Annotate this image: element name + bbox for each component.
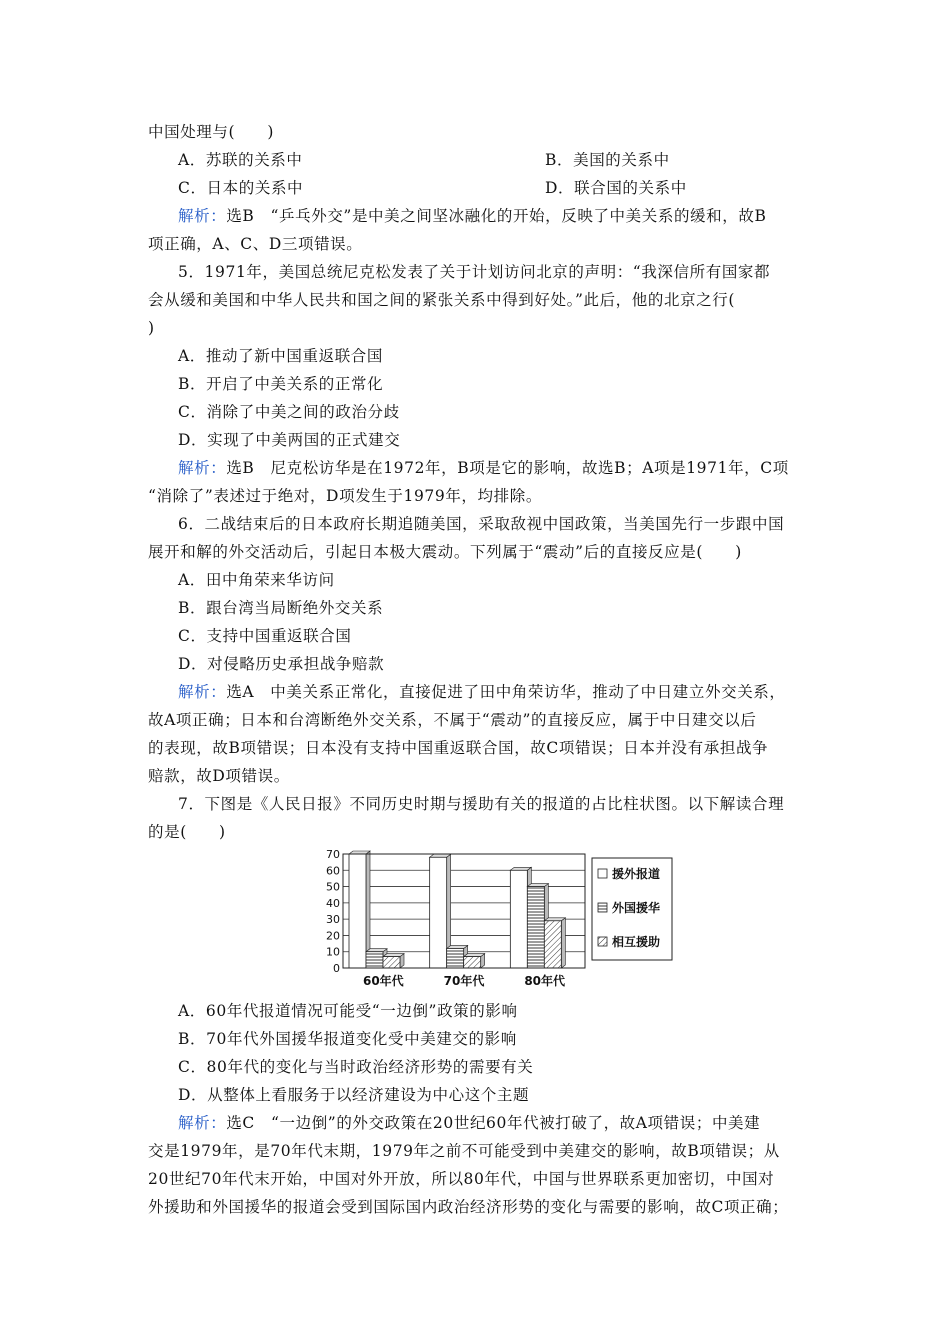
legend-swatch: [598, 937, 607, 946]
y-tick-label: 50: [326, 880, 340, 894]
bar-side: [561, 918, 565, 968]
bar: [510, 870, 527, 968]
bar: [366, 952, 383, 968]
y-tick-label: 60: [326, 864, 340, 878]
option-b: B．70年代外国援华报道变化受中美建交的影响: [178, 1030, 517, 1048]
bar: [447, 948, 464, 968]
analysis-line: [178, 682, 786, 702]
bar-top: [366, 949, 387, 952]
option-c: C．80年代的变化与当时政治经济形势的需要有关: [178, 1058, 534, 1076]
question-4-stem-end: 中国处理与( ): [148, 123, 274, 141]
question-5-stem: 会从缓和美国和中华人民共和国之间的紧张关系中得到好处。”此后，他的北京之行(: [148, 291, 736, 309]
legend-label: 相互援助: [612, 935, 661, 949]
bar-top: [447, 945, 468, 948]
option-c: C．日本的关系中: [178, 179, 304, 197]
option-b: B．跟台湾当局断绝外交关系: [178, 599, 384, 617]
question-7-stem: 的是( ): [148, 823, 226, 841]
analysis-text: 选B 尼克松访华是在1972年，B项是它的影响，故选B；A项是1971年，C项: [226, 459, 789, 477]
y-tick-label: 10: [326, 945, 340, 959]
option-b: B．美国的关系中: [545, 151, 670, 169]
option-c: C．消除了中美之间的政治分歧: [178, 403, 400, 421]
analysis-line: 外援助和外国援华的报道会受到国际国内政治经济形势的变化与需要的影响，故C项正确；: [148, 1198, 789, 1216]
question-5-stem: ): [148, 319, 155, 337]
chart-bars: [349, 851, 565, 968]
analysis-line: 的表现，故B项错误；日本没有支持中国重返联合国，故C项错误；日本并没有承担战争: [148, 739, 769, 757]
y-tick-label: 0: [333, 962, 340, 975]
question-5-stem: 5．1971年，美国总统尼克松发表了关于计划访问北京的声明：“我深信所有国家都: [178, 263, 771, 281]
option-d: D．对侵略历史承担战争赔款: [178, 655, 385, 673]
question-6-stem: 6．二战结束后的日本政府长期追随美国，采取敌视中国政策，当美国先行一步跟中国: [178, 515, 785, 533]
y-tick-label: 30: [326, 913, 340, 927]
analysis-line: [178, 206, 766, 226]
analysis-label: 解析：: [178, 683, 227, 701]
x-tick-label: 70年代: [443, 974, 485, 988]
option-d: D．联合国的关系中: [545, 179, 687, 197]
analysis-line: 20世纪70年代末开始，中国对外开放，所以80年代，中国与世界联系更加密切，中国对: [148, 1170, 775, 1188]
y-tick-label: 40: [326, 896, 340, 910]
bar-top: [383, 954, 404, 957]
bar: [430, 857, 447, 968]
bar-top: [430, 854, 451, 857]
analysis-line: 项正确，A、C、D三项错误。: [148, 235, 363, 253]
analysis-text: 选B “乒乓外交”是中美之间坚冰融化的开始，反映了中美关系的缓和，故B: [226, 207, 767, 225]
analysis-line: 交是1979年，是70年代末期，1979年之前不可能受到中美建交的影响，故B项错误；从: [148, 1142, 780, 1160]
legend-swatch: [598, 903, 607, 912]
y-tick-label: 20: [326, 929, 340, 943]
legend-label: 外国援华: [612, 901, 661, 915]
bar: [544, 921, 561, 968]
bar: [464, 957, 481, 968]
analysis-line: “消除了”表述过于绝对，D项发生于1979年，均排除。: [148, 487, 542, 505]
bar-top: [544, 918, 565, 921]
analysis-line: [178, 458, 789, 478]
question-7-stem: 7．下图是《人民日报》不同历史时期与援助有关的报道的占比柱状图。以下解读合理: [178, 795, 785, 813]
analysis-label: 解析：: [178, 207, 227, 225]
chart-legend: [592, 858, 672, 960]
option-d: D．从整体上看服务于以经济建设为中心这个主题: [178, 1086, 530, 1104]
question-6-stem: 展开和解的外交活动后，引起日本极大震动。下列属于“震动”后的直接反应是( ): [148, 543, 742, 561]
legend-label: 援外报道: [612, 867, 661, 881]
analysis-label: 解析：: [178, 459, 227, 477]
analysis-line: [178, 1113, 760, 1133]
option-a: A．60年代报道情况可能受“一边倒”政策的影响: [178, 1002, 518, 1020]
x-tick-label: 80年代: [524, 974, 566, 988]
option-b: B．开启了中美关系的正常化: [178, 375, 384, 393]
bar: [527, 887, 544, 968]
legend-swatch: [598, 869, 607, 878]
x-tick-label: 60年代: [362, 974, 404, 988]
bar: [383, 957, 400, 968]
analysis-text: 选C “一边倒”的外交政策在20世纪60年代被打破了，故A项错误；中美建: [226, 1114, 761, 1132]
option-a: A．田中角荣来华访问: [178, 571, 335, 589]
analysis-text: 选A 中美关系正常化，直接促进了田中角荣访华，推动了中日建立外交关系，: [226, 683, 786, 701]
analysis-label: 解析：: [178, 1114, 227, 1132]
analysis-line: 赔款，故D项错误。: [148, 767, 290, 785]
option-a: A．推动了新中国重返联合国: [178, 347, 383, 365]
bar-top: [464, 954, 485, 957]
option-a: A．苏联的关系中: [178, 151, 303, 169]
bar-top: [527, 884, 548, 887]
option-c: C．支持中国重返联合国: [178, 627, 352, 645]
report-share-bar-chart: [310, 848, 675, 998]
bar: [349, 854, 366, 968]
option-d: D．实现了中美两国的正式建交: [178, 431, 401, 449]
bar-top: [510, 867, 531, 870]
y-tick-label: 70: [326, 848, 340, 861]
analysis-line: 故A项正确；日本和台湾断绝外交关系，不属于“震动”的直接反应，属于中日建交以后: [148, 711, 757, 729]
